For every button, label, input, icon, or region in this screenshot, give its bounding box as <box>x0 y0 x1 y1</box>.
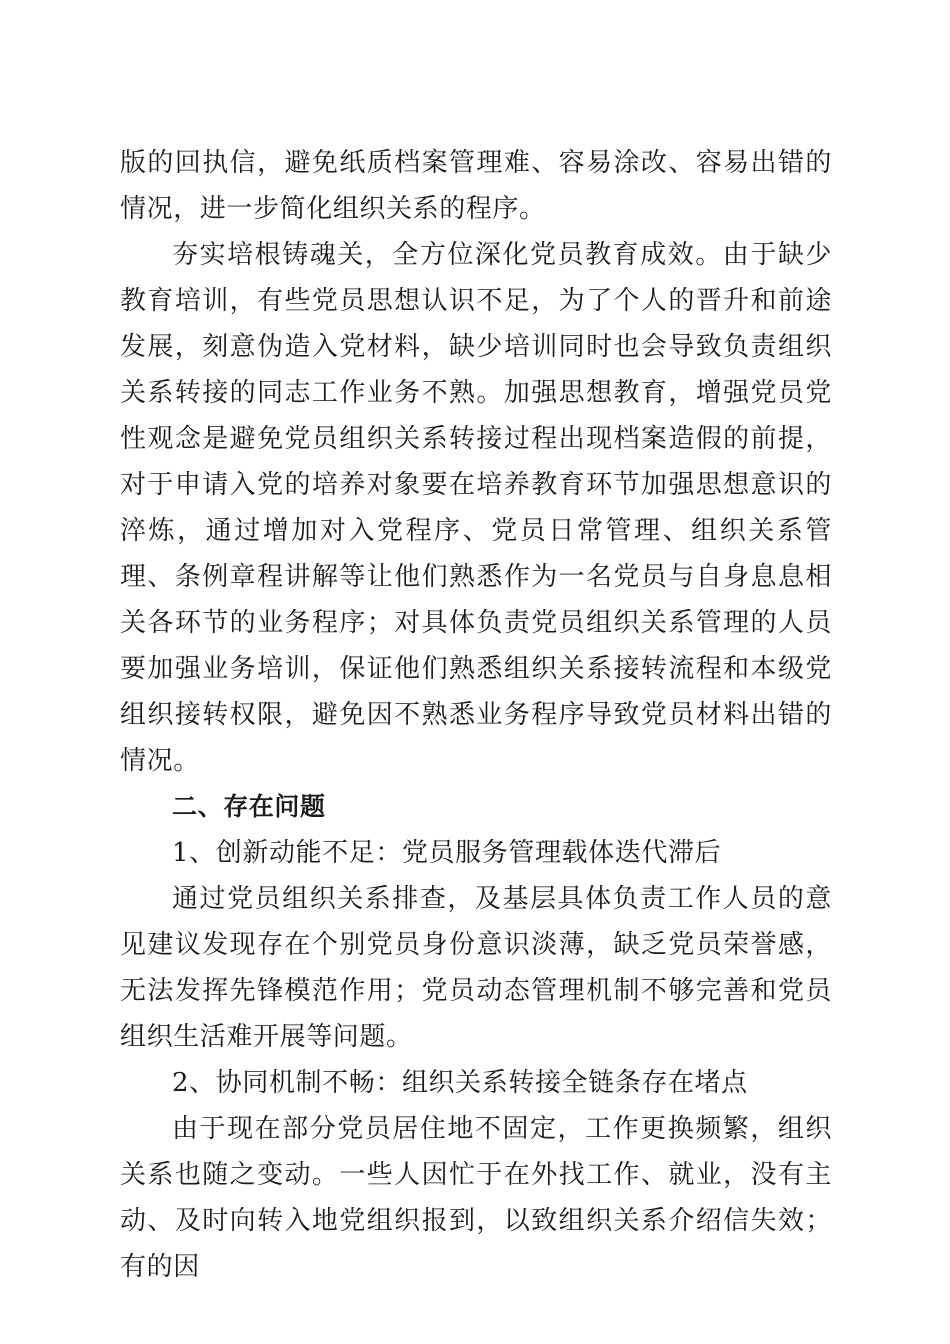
paragraph-education: 夯实培根铸魂关，全方位深化党员教育成效。由于缺少教育培训，有些党员思想认识不足，为了个人的晋升和前途发展，刻意伪造入党材料，缺少培训同时也会导致负责组织关系转接的同志工作业务不熟。加强思想教育，增强党员党性观念是避免党员组织关系转接过程出现档案造假的前提，对于申请入党的培养对象要在培养教育环节加强思想意识的淬炼，通过增加对入党程序、党员日常管理、组织关系管理、条例章程讲解等让他们熟悉作为一名党员与自身息息相关各环节的业务程序；对具体负责党员组织关系管理的人员要加强业务培训，保证他们熟悉组织关系接转流程和本级党组织接转权限，避免因不熟悉业务程序导致党员材料出错的情况。 <box>120 240 832 776</box>
issue-2-body: 由于现在部分党员居住地不固定，工作更换频繁，组织关系也随之变动。一些人因忙于在外找工作、就业，没有主动、及时向转入地党组织报到，以致组织关系介绍信失效；有的因 <box>120 1114 832 1282</box>
issue-2-title: 2、协同机制不畅：组织关系转接全链条存在堵点 <box>172 1068 748 1098</box>
issue-1-title: 1、创新动能不足：党员服务管理载体迭代滞后 <box>172 838 722 868</box>
document-body <box>120 140 832 1290</box>
issue-1-body: 通过党员组织关系排查，及基层具体负责工作人员的意见建议发现存在个别党员身份意识淡薄，缺乏党员荣誉感，无法发挥先锋模范作用；党员动态管理机制不够完善和党员组织生活难开展等问题。 <box>120 884 832 1052</box>
paragraph-continuation: 版的回执信，避免纸质档案管理难、容易涂改、容易出错的情况，进一步简化组织关系的程序。 <box>120 148 832 224</box>
section-heading: 二、存在问题 <box>172 792 326 821</box>
